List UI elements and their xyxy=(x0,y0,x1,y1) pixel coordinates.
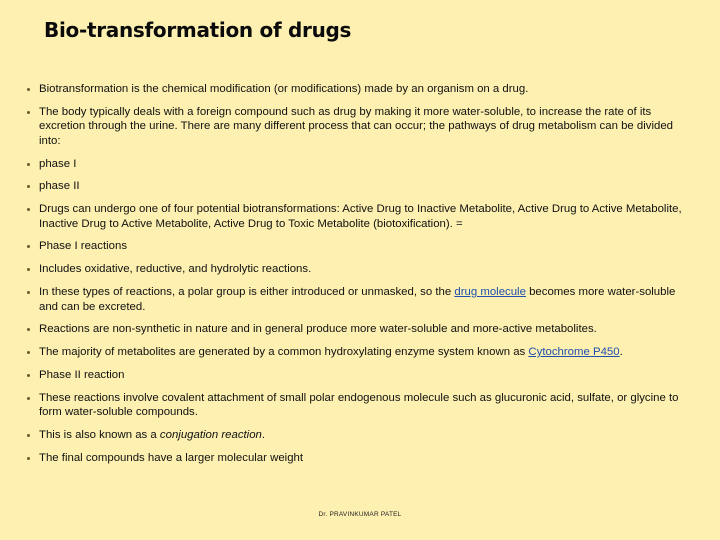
bullet-text: This is also known as a xyxy=(39,429,160,442)
bullet-item xyxy=(26,391,688,420)
bullet-item xyxy=(26,322,688,337)
bullet-text: becomes more water-soluble and can be excreted. xyxy=(39,286,676,313)
bullet-text: Reactions are non-synthetic in nature and in general produce more water-soluble and more-active metabolites. xyxy=(39,323,597,336)
bullet-text: These reactions involve covalent attachment of small polar endogenous molecule such as glucuronic acid, sulfate, or glycine to form water-soluble compounds. xyxy=(39,391,679,419)
conjugation-reaction-term: conjugation reaction xyxy=(159,429,262,442)
bullet-text: The body typically deals with a foreign compound such as drug by making it more water-soluble, to increase the rate of its excretion through the urine. There are many different process that can occur; the pathways of drug metabolism can be divided into: xyxy=(39,105,674,147)
bullet-text: The majority of metabolites are generated by a common hydroxylating enzyme system known as xyxy=(39,346,529,359)
bullet-item xyxy=(26,239,688,254)
bullet-text: In these types of reactions, a polar group is either introduced or unmasked, so the xyxy=(39,286,455,299)
bullet-text: The final compounds have a larger molecular weight xyxy=(39,451,304,464)
bullet-item xyxy=(26,428,688,443)
bullet-text: . xyxy=(261,429,266,442)
bullet-item xyxy=(26,105,688,149)
bullet-item xyxy=(26,368,688,383)
drug-molecule-link[interactable]: drug molecule xyxy=(454,286,526,299)
bullet-text: Includes oxidative, reductive, and hydrolytic reactions. xyxy=(39,263,312,276)
bullet-item xyxy=(26,451,688,466)
bullet-item xyxy=(26,345,688,360)
bullet-text: Phase II reaction xyxy=(39,368,125,381)
bullet-text: Biotransformation is the chemical modification (or modifications) made by an organism on a drug. xyxy=(39,83,529,95)
bullet-item xyxy=(26,179,688,194)
cytochrome-p450-link[interactable]: Cytochrome P450 xyxy=(528,346,620,359)
bullet-text: phase I xyxy=(39,157,77,170)
bullet-item xyxy=(26,82,688,97)
slide-title: Bio-transformation of drugs xyxy=(44,18,352,42)
bullet-item xyxy=(26,157,688,172)
bullet-text: phase II xyxy=(39,180,80,193)
bullet-item xyxy=(26,202,688,231)
bullet-text: Phase I reactions xyxy=(39,240,128,253)
bullet-item xyxy=(26,285,688,314)
bullet-item xyxy=(26,262,688,277)
bullet-text: . xyxy=(619,346,623,359)
bullet-list xyxy=(26,82,688,474)
footer-author: Dr. PRAVINKUMAR PATEL xyxy=(318,511,402,518)
bullet-text: Drugs can undergo one of four potential biotransformations: Active Drug to Inactive Metabolite, Active Drug to Active Metabolite, Inactive Drug to Active Metabolite, Active Drug to Toxic Metabolite (biotoxification). = xyxy=(39,203,682,230)
